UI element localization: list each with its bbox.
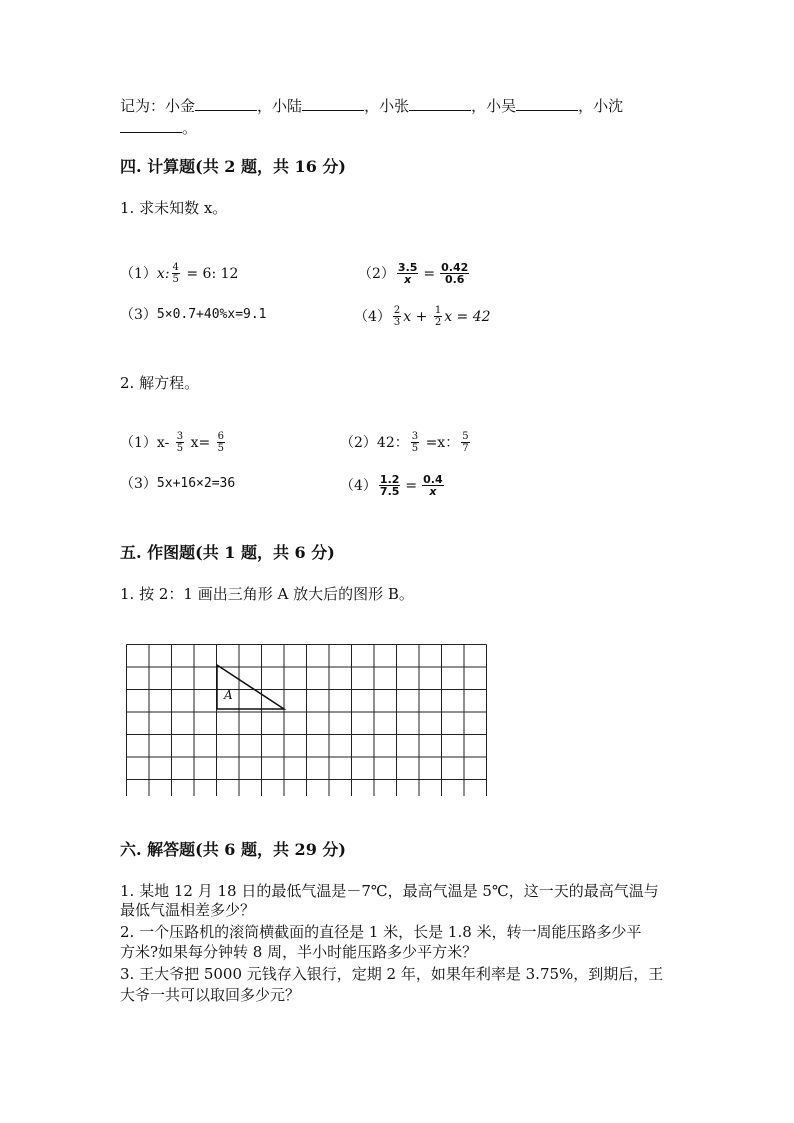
fraction-denominator: 2 [434, 317, 442, 328]
triangle-label: A [224, 688, 233, 702]
fraction-denominator: 7 [462, 443, 469, 454]
fill-in-line-2 [120, 118, 197, 138]
fraction-numerator: 0.42 [441, 261, 469, 274]
fraction-numerator: 3.5 [397, 261, 418, 274]
s4-q1-item4 [354, 305, 491, 328]
fraction-denominator: 5 [217, 443, 225, 454]
separator: ， [471, 97, 487, 115]
item-label: （4） [354, 308, 391, 325]
fill-in-line-1 [120, 96, 623, 116]
fraction-numerator: 0.4 [423, 473, 443, 486]
s4-q2-item4 [340, 474, 446, 497]
equals-sign: = [423, 265, 436, 282]
section5-q1: 1. 按 2：1 画出三角形 A 放大后的图形 B。 [120, 585, 414, 603]
drawing-grid[interactable] [126, 644, 490, 796]
blank-wu[interactable] [516, 96, 578, 111]
equation-text: 5×0.7+40%x=9.1 [156, 307, 267, 322]
equation-text: 5x+16×2=36 [156, 476, 236, 491]
expr-part: = 6: 12 [181, 265, 239, 282]
s4-q1-item2 [358, 262, 471, 285]
fraction-numerator: 5 [462, 431, 469, 442]
section4-heading: 四. 计算题(共 2 题，共 16 分) [120, 157, 346, 176]
fill-prefix: 记为： [120, 97, 166, 115]
fraction-numerator: 1.2 [379, 473, 400, 486]
item-label: （4） [340, 477, 377, 494]
item-label: （1） [120, 434, 157, 451]
separator: ， [364, 97, 380, 115]
name-wu: 小吴 [486, 97, 517, 115]
expr-part: x = 42 [444, 308, 491, 325]
expr-part: x: [156, 265, 170, 282]
s4-q1-item3 [120, 305, 267, 325]
section5-heading: 五. 作图题(共 1 题，共 6 分) [120, 543, 335, 562]
fraction-denominator: 7.5 [379, 485, 400, 498]
fraction-denominator: 5 [172, 274, 179, 285]
s4-q1-item1 [120, 262, 238, 285]
s6-q1-line1: 1. 某地 12 月 18 日的最低气温是－7℃，最高气温是 5℃，这一天的最高气温与 [120, 882, 659, 900]
s6-q2-line2: 方米?如果每分钟转 8 周，半小时能压路多少平方米？ [120, 943, 478, 961]
section4-q2-title: 2. 解方程。 [120, 374, 200, 392]
triangle-a [217, 665, 284, 709]
item-label: （3） [120, 307, 157, 323]
s6-q2-line1: 2. 一个压路机的滚筒横截面的直径是 1 米，长是 1.8 米，转一周能压路多少平 [120, 923, 642, 941]
fraction-numerator: 2 [393, 305, 401, 316]
s4-q2-item2 [340, 431, 472, 454]
s6-q3-line2: 大爷一共可以取回多少元？ [120, 986, 301, 1004]
s6-q1-line2: 最低气温相差多少？ [120, 901, 256, 919]
fraction-numerator: 1 [434, 305, 442, 316]
equals-sign: = [405, 477, 418, 494]
fraction-numerator: 4 [172, 262, 179, 273]
s4-q2-item1 [120, 431, 227, 454]
fraction-denominator: 5 [176, 443, 184, 454]
section6-heading: 六. 解答题(共 6 题，共 29 分) [120, 840, 346, 859]
fraction-numerator: 3 [411, 431, 419, 442]
separator: ， [578, 97, 594, 115]
name-zhang: 小张 [379, 97, 410, 115]
s6-q3-line1: 3. 王大爷把 5000 元钱存入银行，定期 2 年，如果年利率是 3.75%，到期后，王 [120, 965, 664, 983]
fraction-denominator: 3 [393, 317, 401, 328]
fill-end: 。 [182, 119, 198, 137]
blank-lu[interactable] [302, 96, 364, 111]
name-lu: 小陆 [272, 97, 303, 115]
expr-part: x + [403, 308, 432, 325]
item-label: （3） [120, 476, 157, 492]
fraction-denominator: x [429, 485, 437, 498]
expr-part: 42： [376, 434, 409, 451]
expr-part: x- [156, 434, 174, 451]
blank-shen[interactable] [120, 118, 182, 133]
section4-q1-title: 1. 求未知数 x。 [120, 199, 228, 217]
item-label: （2） [358, 265, 395, 282]
fraction-denominator: 5 [411, 443, 419, 454]
name-jin: 小金 [165, 97, 196, 115]
blank-zhang[interactable] [409, 96, 471, 111]
fraction-numerator: 6 [217, 431, 225, 442]
name-shen: 小沈 [593, 97, 624, 115]
fraction-denominator: 0.6 [444, 273, 465, 286]
fraction-denominator: x [404, 273, 412, 286]
expr-part: =x： [421, 434, 460, 451]
blank-jin[interactable] [195, 96, 257, 111]
fraction-numerator: 3 [176, 431, 184, 442]
item-label: （1） [120, 265, 157, 282]
s4-q2-item3 [120, 474, 235, 494]
separator: ， [257, 97, 273, 115]
item-label: （2） [340, 434, 377, 451]
expr-part: x= [186, 434, 215, 451]
